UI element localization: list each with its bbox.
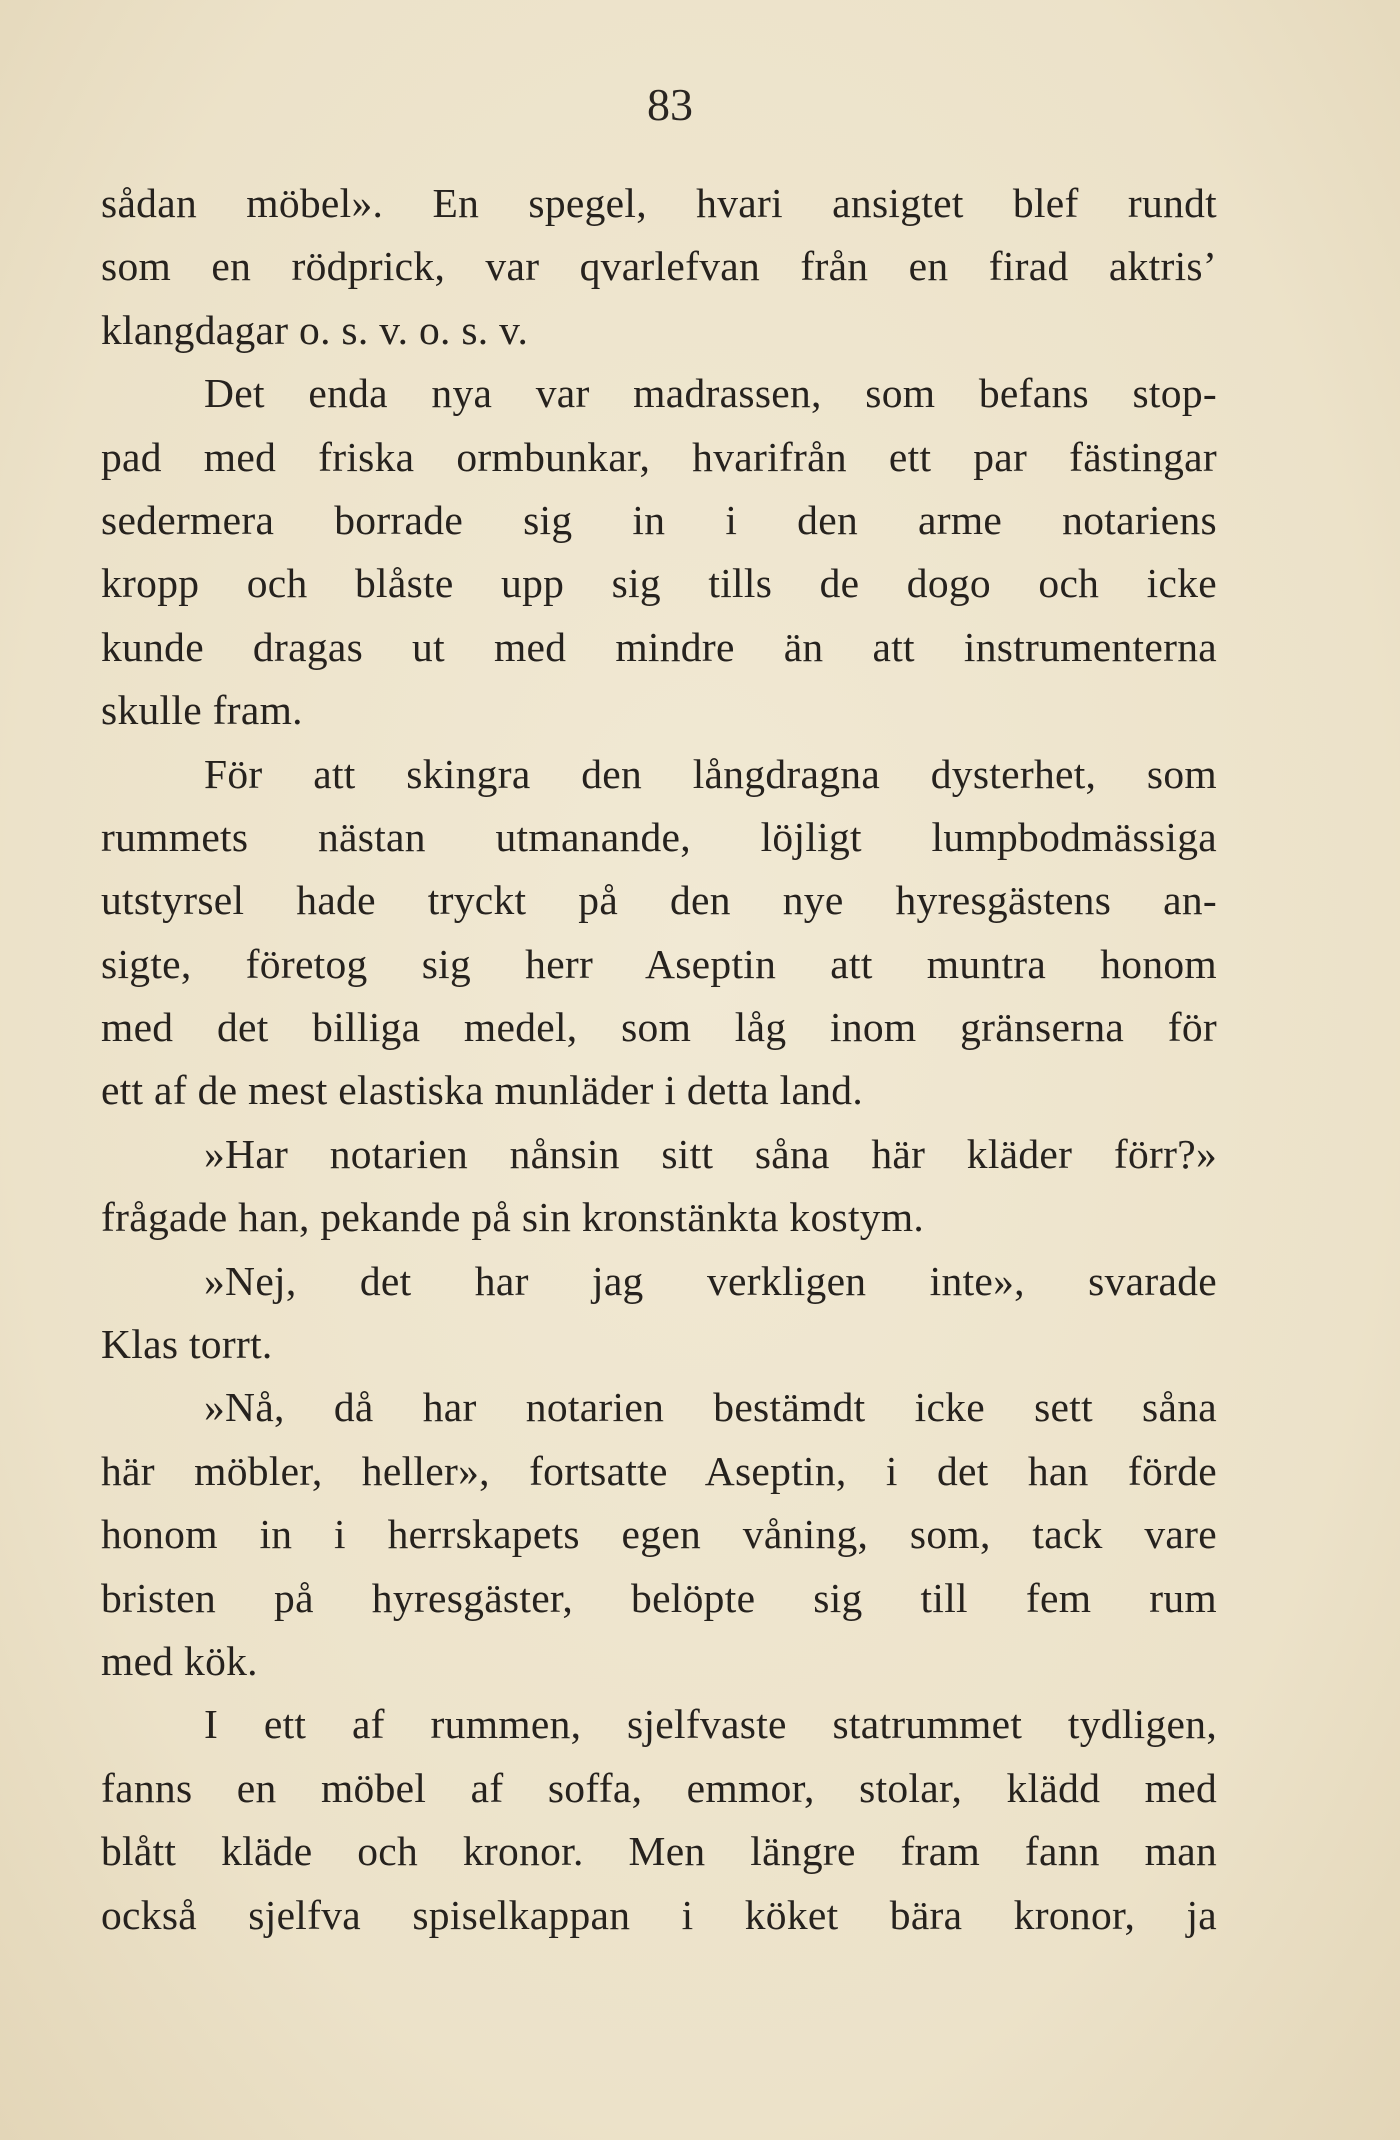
text-line: För att skingra den långdragna dysterhet, som [204, 750, 1217, 797]
text-line: »Nå, då har notarien bestämdt icke sett såna [204, 1384, 1217, 1431]
text-line: också sjelfva spiselkappan i köket bära kronor, ja [101, 1891, 1217, 1938]
text-line: Det enda nya var madrassen, som befans stop- [204, 370, 1217, 417]
text-line: kunde dragas ut med mindre än att instrumenterna [101, 623, 1217, 670]
text-line: här möbler, heller», fortsatte Aseptin, i det han förde [101, 1447, 1217, 1494]
text-line: Klas torrt. [101, 1321, 273, 1368]
text-line: sedermera borrade sig in i den arme notariens [101, 496, 1217, 543]
body-text [101, 172, 1217, 1947]
text-line: sigte, företog sig herr Aseptin att muntra honom [101, 940, 1217, 987]
text-line: fanns en möbel af soffa, emmor, stolar, klädd med [101, 1764, 1217, 1811]
text-line: med kök. [101, 1637, 258, 1684]
text-line: »Nej, det har jag verkligen inte», svarade [204, 1257, 1217, 1304]
text-line: frågade han, pekande på sin kronstänkta kostym. [101, 1194, 925, 1241]
text-line: I ett af rummen, sjelfvaste statrummet tydligen, [204, 1701, 1217, 1748]
text-line: kropp och blåste upp sig tills de dogo och icke [101, 560, 1217, 607]
text-line: ett af de mest elastiska munläder i detta land. [101, 1067, 863, 1114]
text-line: skulle fram. [101, 687, 303, 734]
text-line: pad med friska ormbunkar, hvarifrån ett par fästingar [101, 433, 1217, 480]
text-line: honom in i herrskapets egen våning, som, tack vare [101, 1511, 1217, 1558]
text-line: bristen på hyresgäster, belöpte sig till fem rum [101, 1574, 1217, 1621]
text-line: utstyrsel hade tryckt på den nye hyresgästens an- [101, 877, 1217, 924]
text-line: klangdagar o. s. v. o. s. v. [101, 306, 529, 353]
text-line: som en rödprick, var qvarlefvan från en firad aktris’ [101, 243, 1217, 290]
text-line: blått kläde och kronor. Men längre fram fann man [101, 1828, 1217, 1875]
text-line: sådan möbel». En spegel, hvari ansigtet blef rundt [101, 180, 1217, 226]
page-number: 83 [647, 79, 693, 130]
text-line: »Har notarien nånsin sitt såna här kläder förr?» [204, 1130, 1217, 1177]
text-line: med det billiga medel, som låg inom gränserna för [101, 1004, 1217, 1051]
text-line: rummets nästan utmanande, löjligt lumpbodmässiga [101, 813, 1217, 860]
